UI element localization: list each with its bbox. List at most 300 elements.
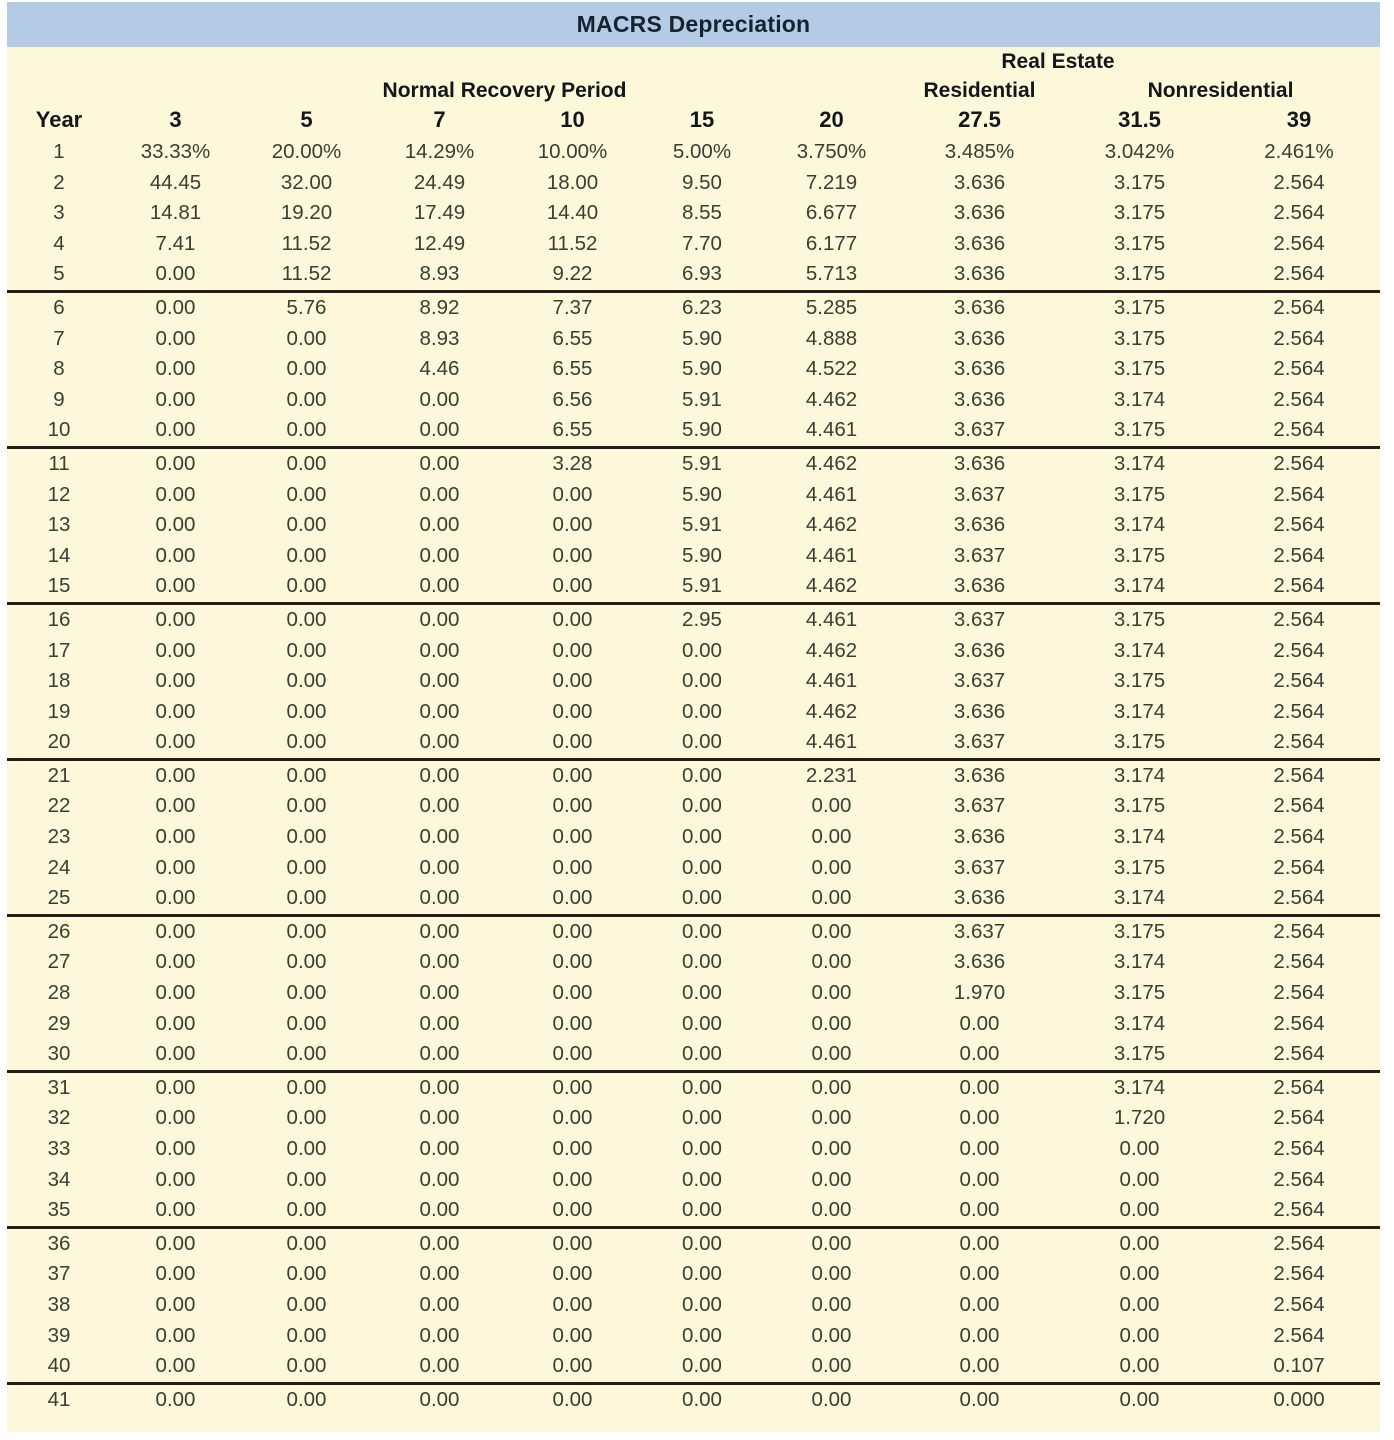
header-col-10: 10 <box>560 107 585 132</box>
cell-rate-15: 5.90 <box>682 482 722 506</box>
cell-rate-3: 0.00 <box>155 1354 196 1378</box>
cell-rate-31-5: 3.175 <box>1113 418 1166 442</box>
cell-rate-39: 2.564 <box>1273 638 1325 662</box>
cell-rate-20: 0.00 <box>811 1042 852 1066</box>
cell-rate-39: 2.564 <box>1273 1137 1325 1160</box>
cell-year: 19 <box>47 699 71 723</box>
cell-year: 3 <box>53 201 65 225</box>
table-row <box>7 447 1380 479</box>
cell-rate-5: 0.00 <box>286 638 327 662</box>
header-sub-residential: Residential <box>923 79 1036 102</box>
cell-rate-5: 0.00 <box>286 669 327 693</box>
cell-rate-39: 2.461% <box>1264 140 1334 163</box>
table-row <box>7 1259 1380 1290</box>
cell-rate-10: 0.00 <box>506 1071 639 1103</box>
cell-rate-20: 0.00 <box>765 1383 898 1415</box>
cell-rate-27-5: 0.00 <box>959 1011 1000 1035</box>
cell-rate-31-5: 3.175 <box>1113 981 1166 1005</box>
header-group-real-estate: Real Estate <box>1001 50 1115 73</box>
cell-rate-39: 2.564 <box>1273 231 1325 255</box>
table-row <box>7 822 1380 853</box>
cell-year: 20 <box>47 730 71 754</box>
cell-rate-7: 8.93 <box>419 262 460 286</box>
cell-rate-5: 0.00 <box>286 326 327 350</box>
cell-rate-31-5: 1.720 <box>1113 1106 1166 1130</box>
cell-rate-3: 0.00 <box>155 262 196 286</box>
cell-rate-27-5: 3.637 <box>898 603 1061 635</box>
cell-rate-27-5: 3.636 <box>953 825 1006 849</box>
cell-rate-31-5: 0.00 <box>1119 1262 1160 1286</box>
table-body <box>7 137 1380 1415</box>
cell-rate-15: 0.00 <box>639 759 765 791</box>
table-row <box>7 415 1380 447</box>
cell-rate-7: 0.00 <box>419 1262 460 1286</box>
cell-year: 15 <box>47 574 71 598</box>
cell-rate-20: 0.00 <box>765 1071 898 1103</box>
cell-rate-7: 0.00 <box>419 699 460 723</box>
cell-rate-3: 0.00 <box>155 950 196 974</box>
cell-rate-10: 0.00 <box>552 513 593 537</box>
cell-rate-31-5: 3.175 <box>1113 482 1166 506</box>
cell-rate-20: 4.461 <box>805 669 858 693</box>
cell-rate-31-5: 3.175 <box>1061 291 1218 323</box>
macrs-depreciation-table <box>7 47 1380 1415</box>
table-row <box>7 883 1380 915</box>
cell-rate-20: 0.00 <box>811 1198 852 1222</box>
cell-rate-27-5: 0.00 <box>959 1292 1000 1316</box>
cell-rate-5: 0.00 <box>286 1167 327 1191</box>
cell-rate-15: 0.00 <box>639 1227 765 1259</box>
cell-rate-15: 0.00 <box>682 825 722 849</box>
cell-rate-20: 4.462 <box>805 574 858 598</box>
cell-year: 23 <box>47 825 71 849</box>
table-row <box>7 510 1380 541</box>
cell-rate-20: 0.00 <box>811 950 852 974</box>
table-row <box>7 697 1380 728</box>
cell-rate-39: 2.564 <box>1273 730 1325 754</box>
cell-rate-7: 0.00 <box>419 1137 460 1160</box>
cell-rate-27-5: 3.636 <box>953 387 1006 411</box>
cell-year: 32 <box>47 1106 71 1130</box>
cell-rate-31-5: 3.175 <box>1113 231 1166 255</box>
cell-rate-5: 0.00 <box>286 1198 327 1222</box>
cell-rate-31-5: 0.00 <box>1119 1292 1160 1316</box>
cell-rate-27-5: 3.636 <box>953 886 1006 910</box>
cell-rate-31-5: 3.175 <box>1113 855 1166 879</box>
header-col-20: 20 <box>819 107 844 132</box>
cell-rate-3: 7.41 <box>155 231 196 255</box>
cell-rate-27-5: 3.636 <box>953 638 1006 662</box>
cell-rate-15: 0.00 <box>639 1383 765 1415</box>
cell-rate-20: 5.713 <box>805 262 858 286</box>
cell-rate-3: 0.00 <box>155 1137 196 1160</box>
cell-rate-39: 2.564 <box>1273 326 1325 350</box>
cell-rate-31-5: 3.174 <box>1113 1011 1166 1035</box>
cell-year: 7 <box>53 326 65 350</box>
cell-rate-10: 0.00 <box>552 794 593 818</box>
cell-year: 30 <box>47 1042 71 1066</box>
table-row <box>7 759 1380 791</box>
cell-rate-3: 33.33% <box>140 140 211 163</box>
cell-rate-5: 32.00 <box>280 170 333 194</box>
cell-rate-5: 0.00 <box>286 513 327 537</box>
cell-rate-5: 19.20 <box>280 201 333 225</box>
cell-rate-27-5: 3.636 <box>953 950 1006 974</box>
cell-rate-27-5: 3.637 <box>953 730 1006 754</box>
cell-rate-15: 0.00 <box>682 1137 722 1160</box>
cell-rate-3: 0.00 <box>111 915 240 947</box>
cell-rate-7: 12.49 <box>413 231 466 255</box>
cell-rate-10: 0.00 <box>552 482 593 506</box>
cell-rate-3: 0.00 <box>155 794 196 818</box>
cell-rate-27-5: 0.00 <box>898 1227 1061 1259</box>
cell-year: 21 <box>7 759 111 791</box>
cell-year: 36 <box>7 1227 111 1259</box>
cell-rate-27-5: 3.636 <box>953 699 1006 723</box>
cell-year: 5 <box>53 262 65 286</box>
cell-rate-15: 7.70 <box>682 231 722 255</box>
cell-year: 22 <box>47 794 71 818</box>
cell-rate-39: 2.564 <box>1273 1262 1325 1286</box>
table-row <box>7 1290 1380 1321</box>
cell-rate-5: 0.00 <box>286 825 327 849</box>
cell-rate-7: 0.00 <box>419 950 460 974</box>
cell-rate-31-5: 3.174 <box>1113 699 1166 723</box>
cell-rate-7: 0.00 <box>419 669 460 693</box>
cell-rate-31-5: 0.00 <box>1061 1227 1218 1259</box>
cell-rate-15: 0.00 <box>682 981 722 1005</box>
cell-rate-27-5: 0.00 <box>898 1383 1061 1415</box>
cell-rate-5: 0.00 <box>240 1071 373 1103</box>
cell-year: 12 <box>47 482 71 506</box>
cell-year: 11 <box>7 447 111 479</box>
cell-rate-15: 5.00% <box>672 140 732 163</box>
table-row <box>7 229 1380 260</box>
cell-rate-15: 5.91 <box>682 513 722 537</box>
table-header <box>7 47 1380 137</box>
cell-rate-10: 0.00 <box>552 1198 593 1222</box>
cell-rate-7: 8.93 <box>419 326 460 350</box>
cell-rate-31-5: 0.00 <box>1119 1198 1160 1222</box>
cell-year: 17 <box>47 638 71 662</box>
cell-rate-5: 0.00 <box>240 447 373 479</box>
cell-rate-5: 11.52 <box>281 262 332 286</box>
cell-rate-10: 6.55 <box>552 326 593 350</box>
cell-rate-39: 2.564 <box>1218 1071 1380 1103</box>
cell-rate-27-5: 3.636 <box>953 170 1006 194</box>
cell-rate-10: 0.00 <box>552 730 593 754</box>
cell-rate-3: 0.00 <box>155 669 196 693</box>
cell-rate-7: 0.00 <box>419 482 460 506</box>
cell-rate-20: 0.00 <box>811 1106 852 1130</box>
cell-rate-39: 2.564 <box>1273 886 1325 910</box>
cell-rate-7: 0.00 <box>419 1042 460 1066</box>
cell-rate-10: 0.00 <box>552 1106 593 1130</box>
table-row <box>7 385 1380 416</box>
cell-year: 24 <box>47 855 71 879</box>
cell-rate-3: 0.00 <box>155 418 196 442</box>
cell-rate-5: 0.00 <box>286 794 327 818</box>
cell-rate-31-5: 3.174 <box>1061 1071 1218 1103</box>
cell-rate-15: 0.00 <box>682 699 722 723</box>
cell-rate-39: 2.564 <box>1273 1167 1325 1191</box>
cell-rate-5: 0.00 <box>286 1137 327 1160</box>
cell-rate-31-5: 3.174 <box>1061 447 1218 479</box>
cell-rate-39: 2.564 <box>1273 825 1325 849</box>
cell-rate-27-5: 0.00 <box>959 1042 1000 1066</box>
cell-rate-15: 0.00 <box>639 1071 765 1103</box>
cell-rate-20: 0.00 <box>811 1167 852 1191</box>
cell-rate-15: 0.00 <box>682 1198 722 1222</box>
cell-rate-39: 2.564 <box>1218 915 1380 947</box>
cell-rate-27-5: 0.00 <box>959 1354 1000 1378</box>
cell-rate-15: 5.90 <box>682 543 722 567</box>
cell-rate-31-5: 0.00 <box>1119 1167 1160 1191</box>
cell-year: 37 <box>47 1262 71 1286</box>
cell-rate-31-5: 3.174 <box>1113 638 1166 662</box>
cell-rate-15: 0.00 <box>682 950 722 974</box>
cell-year: 8 <box>53 357 65 381</box>
table-row <box>7 137 1380 168</box>
cell-rate-39: 2.564 <box>1273 794 1325 818</box>
table-row <box>7 1134 1380 1165</box>
table-row <box>7 1165 1380 1196</box>
cell-rate-39: 2.564 <box>1218 447 1380 479</box>
table-row <box>7 480 1380 511</box>
cell-rate-27-5: 0.00 <box>959 1323 1000 1347</box>
cell-rate-7: 0.00 <box>419 855 460 879</box>
cell-rate-27-5: 3.636 <box>953 262 1006 286</box>
cell-rate-5: 0.00 <box>286 543 327 567</box>
cell-rate-5: 0.00 <box>286 699 327 723</box>
cell-rate-3: 0.00 <box>155 357 196 381</box>
cell-year: 29 <box>47 1011 71 1035</box>
cell-rate-3: 0.00 <box>155 326 196 350</box>
cell-rate-20: 0.00 <box>811 1137 852 1160</box>
cell-rate-20: 6.177 <box>805 231 858 255</box>
cell-year: 10 <box>47 418 71 442</box>
table-row <box>7 1351 1380 1383</box>
cell-rate-39: 2.564 <box>1273 201 1325 225</box>
cell-rate-10: 11.52 <box>547 231 598 255</box>
cell-rate-7: 0.00 <box>373 447 506 479</box>
cell-rate-10: 6.55 <box>552 418 593 442</box>
cell-rate-27-5: 3.636 <box>898 291 1061 323</box>
cell-rate-20: 4.461 <box>805 730 858 754</box>
macrs-table-container <box>7 47 1380 1432</box>
cell-rate-15: 5.91 <box>682 387 722 411</box>
cell-rate-39: 2.564 <box>1273 950 1325 974</box>
cell-rate-31-5: 3.175 <box>1113 357 1166 381</box>
cell-rate-7: 0.00 <box>373 1227 506 1259</box>
cell-rate-27-5: 1.970 <box>953 981 1006 1005</box>
table-row <box>7 324 1380 355</box>
cell-rate-27-5: 3.637 <box>953 418 1006 442</box>
cell-rate-31-5: 3.174 <box>1113 574 1166 598</box>
cell-rate-27-5: 0.00 <box>959 1262 1000 1286</box>
cell-year: 35 <box>47 1198 71 1222</box>
cell-rate-3: 0.00 <box>155 1262 196 1286</box>
cell-rate-10: 0.00 <box>552 699 593 723</box>
cell-rate-3: 0.00 <box>155 730 196 754</box>
cell-rate-3: 0.00 <box>155 513 196 537</box>
cell-year: 13 <box>47 513 71 537</box>
cell-rate-3: 0.00 <box>111 1227 240 1259</box>
cell-rate-3: 14.81 <box>149 201 202 225</box>
cell-rate-15: 0.00 <box>682 1042 722 1066</box>
cell-rate-20: 6.677 <box>805 201 858 225</box>
cell-rate-3: 44.45 <box>149 170 202 194</box>
cell-rate-7: 14.29% <box>404 140 475 163</box>
cell-rate-15: 5.91 <box>639 447 765 479</box>
cell-rate-31-5: 3.175 <box>1061 915 1218 947</box>
cell-rate-20: 3.750% <box>796 140 867 163</box>
cell-rate-20: 4.462 <box>805 699 858 723</box>
cell-year: 26 <box>7 915 111 947</box>
cell-rate-10: 0.00 <box>552 1323 593 1347</box>
cell-rate-27-5: 3.637 <box>953 855 1006 879</box>
cell-rate-15: 0.00 <box>682 669 722 693</box>
cell-rate-5: 5.76 <box>240 291 373 323</box>
cell-rate-3: 0.00 <box>111 291 240 323</box>
cell-rate-31-5: 0.00 <box>1061 1383 1218 1415</box>
table-row <box>7 198 1380 229</box>
cell-rate-7: 0.00 <box>419 730 460 754</box>
cell-rate-3: 0.00 <box>155 1167 196 1191</box>
table-row <box>7 541 1380 572</box>
cell-rate-10: 0.00 <box>552 1262 593 1286</box>
cell-rate-10: 0.00 <box>552 669 593 693</box>
cell-rate-39: 0.000 <box>1218 1383 1380 1415</box>
cell-rate-39: 2.564 <box>1273 1198 1325 1222</box>
cell-year: 40 <box>47 1354 71 1378</box>
cell-rate-39: 2.564 <box>1273 1042 1325 1066</box>
cell-rate-31-5: 3.175 <box>1113 170 1166 194</box>
cell-rate-39: 2.564 <box>1273 699 1325 723</box>
cell-rate-39: 2.564 <box>1273 669 1325 693</box>
table-row <box>7 1321 1380 1352</box>
cell-rate-3: 0.00 <box>155 699 196 723</box>
cell-rate-7: 0.00 <box>419 418 460 442</box>
header-col-15: 15 <box>689 107 715 132</box>
cell-rate-20: 0.00 <box>811 1354 852 1378</box>
cell-rate-5: 0.00 <box>286 1106 327 1130</box>
cell-rate-7: 0.00 <box>419 1198 460 1222</box>
table-row <box>7 727 1380 759</box>
cell-rate-10: 0.00 <box>552 1354 593 1378</box>
cell-rate-15: 0.00 <box>682 1323 722 1347</box>
cell-year: 16 <box>7 603 111 635</box>
table-row <box>7 1227 1380 1259</box>
table-row <box>7 1383 1380 1415</box>
cell-rate-5: 0.00 <box>286 574 327 598</box>
table-row <box>7 1103 1380 1134</box>
cell-rate-3: 0.00 <box>111 1071 240 1103</box>
cell-rate-31-5: 3.174 <box>1113 513 1166 537</box>
cell-rate-39: 2.564 <box>1273 387 1325 411</box>
cell-rate-31-5: 3.042% <box>1104 140 1175 163</box>
cell-rate-5: 0.00 <box>286 357 327 381</box>
cell-rate-7: 0.00 <box>419 1106 460 1130</box>
cell-rate-39: 2.564 <box>1218 1227 1380 1259</box>
header-spacer-year <box>7 76 111 105</box>
cell-rate-31-5: 3.174 <box>1113 950 1166 974</box>
cell-rate-27-5: 3.637 <box>953 794 1006 818</box>
cell-rate-15: 9.50 <box>682 170 722 194</box>
table-row <box>7 603 1380 635</box>
cell-rate-27-5: 0.00 <box>959 1198 1000 1222</box>
cell-rate-10: 6.55 <box>552 357 593 381</box>
cell-rate-15: 5.91 <box>682 574 722 598</box>
cell-rate-20: 4.888 <box>805 326 858 350</box>
cell-rate-5: 0.00 <box>240 1383 373 1415</box>
table-row <box>7 666 1380 697</box>
cell-rate-39: 2.564 <box>1273 418 1325 442</box>
cell-rate-20: 2.231 <box>765 759 898 791</box>
cell-rate-31-5: 3.175 <box>1113 730 1166 754</box>
cell-rate-5: 0.00 <box>286 950 327 974</box>
cell-rate-27-5: 3.636 <box>953 326 1006 350</box>
cell-rate-5: 0.00 <box>240 603 373 635</box>
cell-year: 34 <box>47 1167 71 1191</box>
cell-rate-27-5: 3.637 <box>953 669 1006 693</box>
cell-rate-15: 5.90 <box>682 326 722 350</box>
cell-rate-15: 0.00 <box>682 1106 722 1130</box>
cell-rate-10: 6.56 <box>552 387 593 411</box>
cell-rate-5: 0.00 <box>286 730 327 754</box>
cell-rate-15: 0.00 <box>682 1167 722 1191</box>
table-row <box>7 853 1380 884</box>
header-spacer-left <box>7 47 898 76</box>
cell-rate-27-5: 0.00 <box>898 1071 1061 1103</box>
cell-rate-7: 0.00 <box>373 603 506 635</box>
cell-rate-5: 0.00 <box>286 1323 327 1347</box>
table-row <box>7 259 1380 291</box>
cell-rate-7: 17.49 <box>413 201 466 225</box>
cell-rate-10: 0.00 <box>552 825 593 849</box>
cell-rate-39: 2.564 <box>1273 262 1325 286</box>
cell-rate-27-5: 0.00 <box>959 1106 1000 1130</box>
cell-rate-3: 0.00 <box>155 855 196 879</box>
cell-rate-3: 0.00 <box>155 543 196 567</box>
cell-rate-39: 2.564 <box>1273 513 1325 537</box>
cell-rate-10: 0.00 <box>552 1011 593 1035</box>
cell-rate-27-5: 3.636 <box>898 759 1061 791</box>
cell-rate-20: 4.461 <box>765 603 898 635</box>
cell-year: 41 <box>7 1383 111 1415</box>
header-column-row <box>7 105 1380 137</box>
cell-rate-3: 0.00 <box>155 387 196 411</box>
cell-rate-10: 0.00 <box>552 1137 593 1160</box>
cell-rate-39: 2.564 <box>1273 357 1325 381</box>
cell-rate-20: 5.285 <box>765 291 898 323</box>
cell-year: 39 <box>47 1323 71 1347</box>
cell-rate-31-5: 3.175 <box>1113 1042 1166 1066</box>
cell-rate-27-5: 0.00 <box>959 1137 1000 1160</box>
cell-rate-39: 2.564 <box>1273 981 1325 1005</box>
cell-rate-20: 0.00 <box>811 1292 852 1316</box>
cell-rate-15: 0.00 <box>682 1354 722 1378</box>
cell-rate-3: 0.00 <box>111 1383 240 1415</box>
cell-rate-5: 0.00 <box>240 915 373 947</box>
cell-rate-31-5: 3.174 <box>1061 759 1218 791</box>
cell-rate-10: 9.22 <box>552 262 593 286</box>
cell-rate-20: 4.461 <box>805 482 858 506</box>
header-spacer-right <box>1218 47 1380 76</box>
cell-rate-15: 0.00 <box>682 855 722 879</box>
cell-rate-5: 0.00 <box>286 418 327 442</box>
cell-rate-20: 0.00 <box>765 1227 898 1259</box>
